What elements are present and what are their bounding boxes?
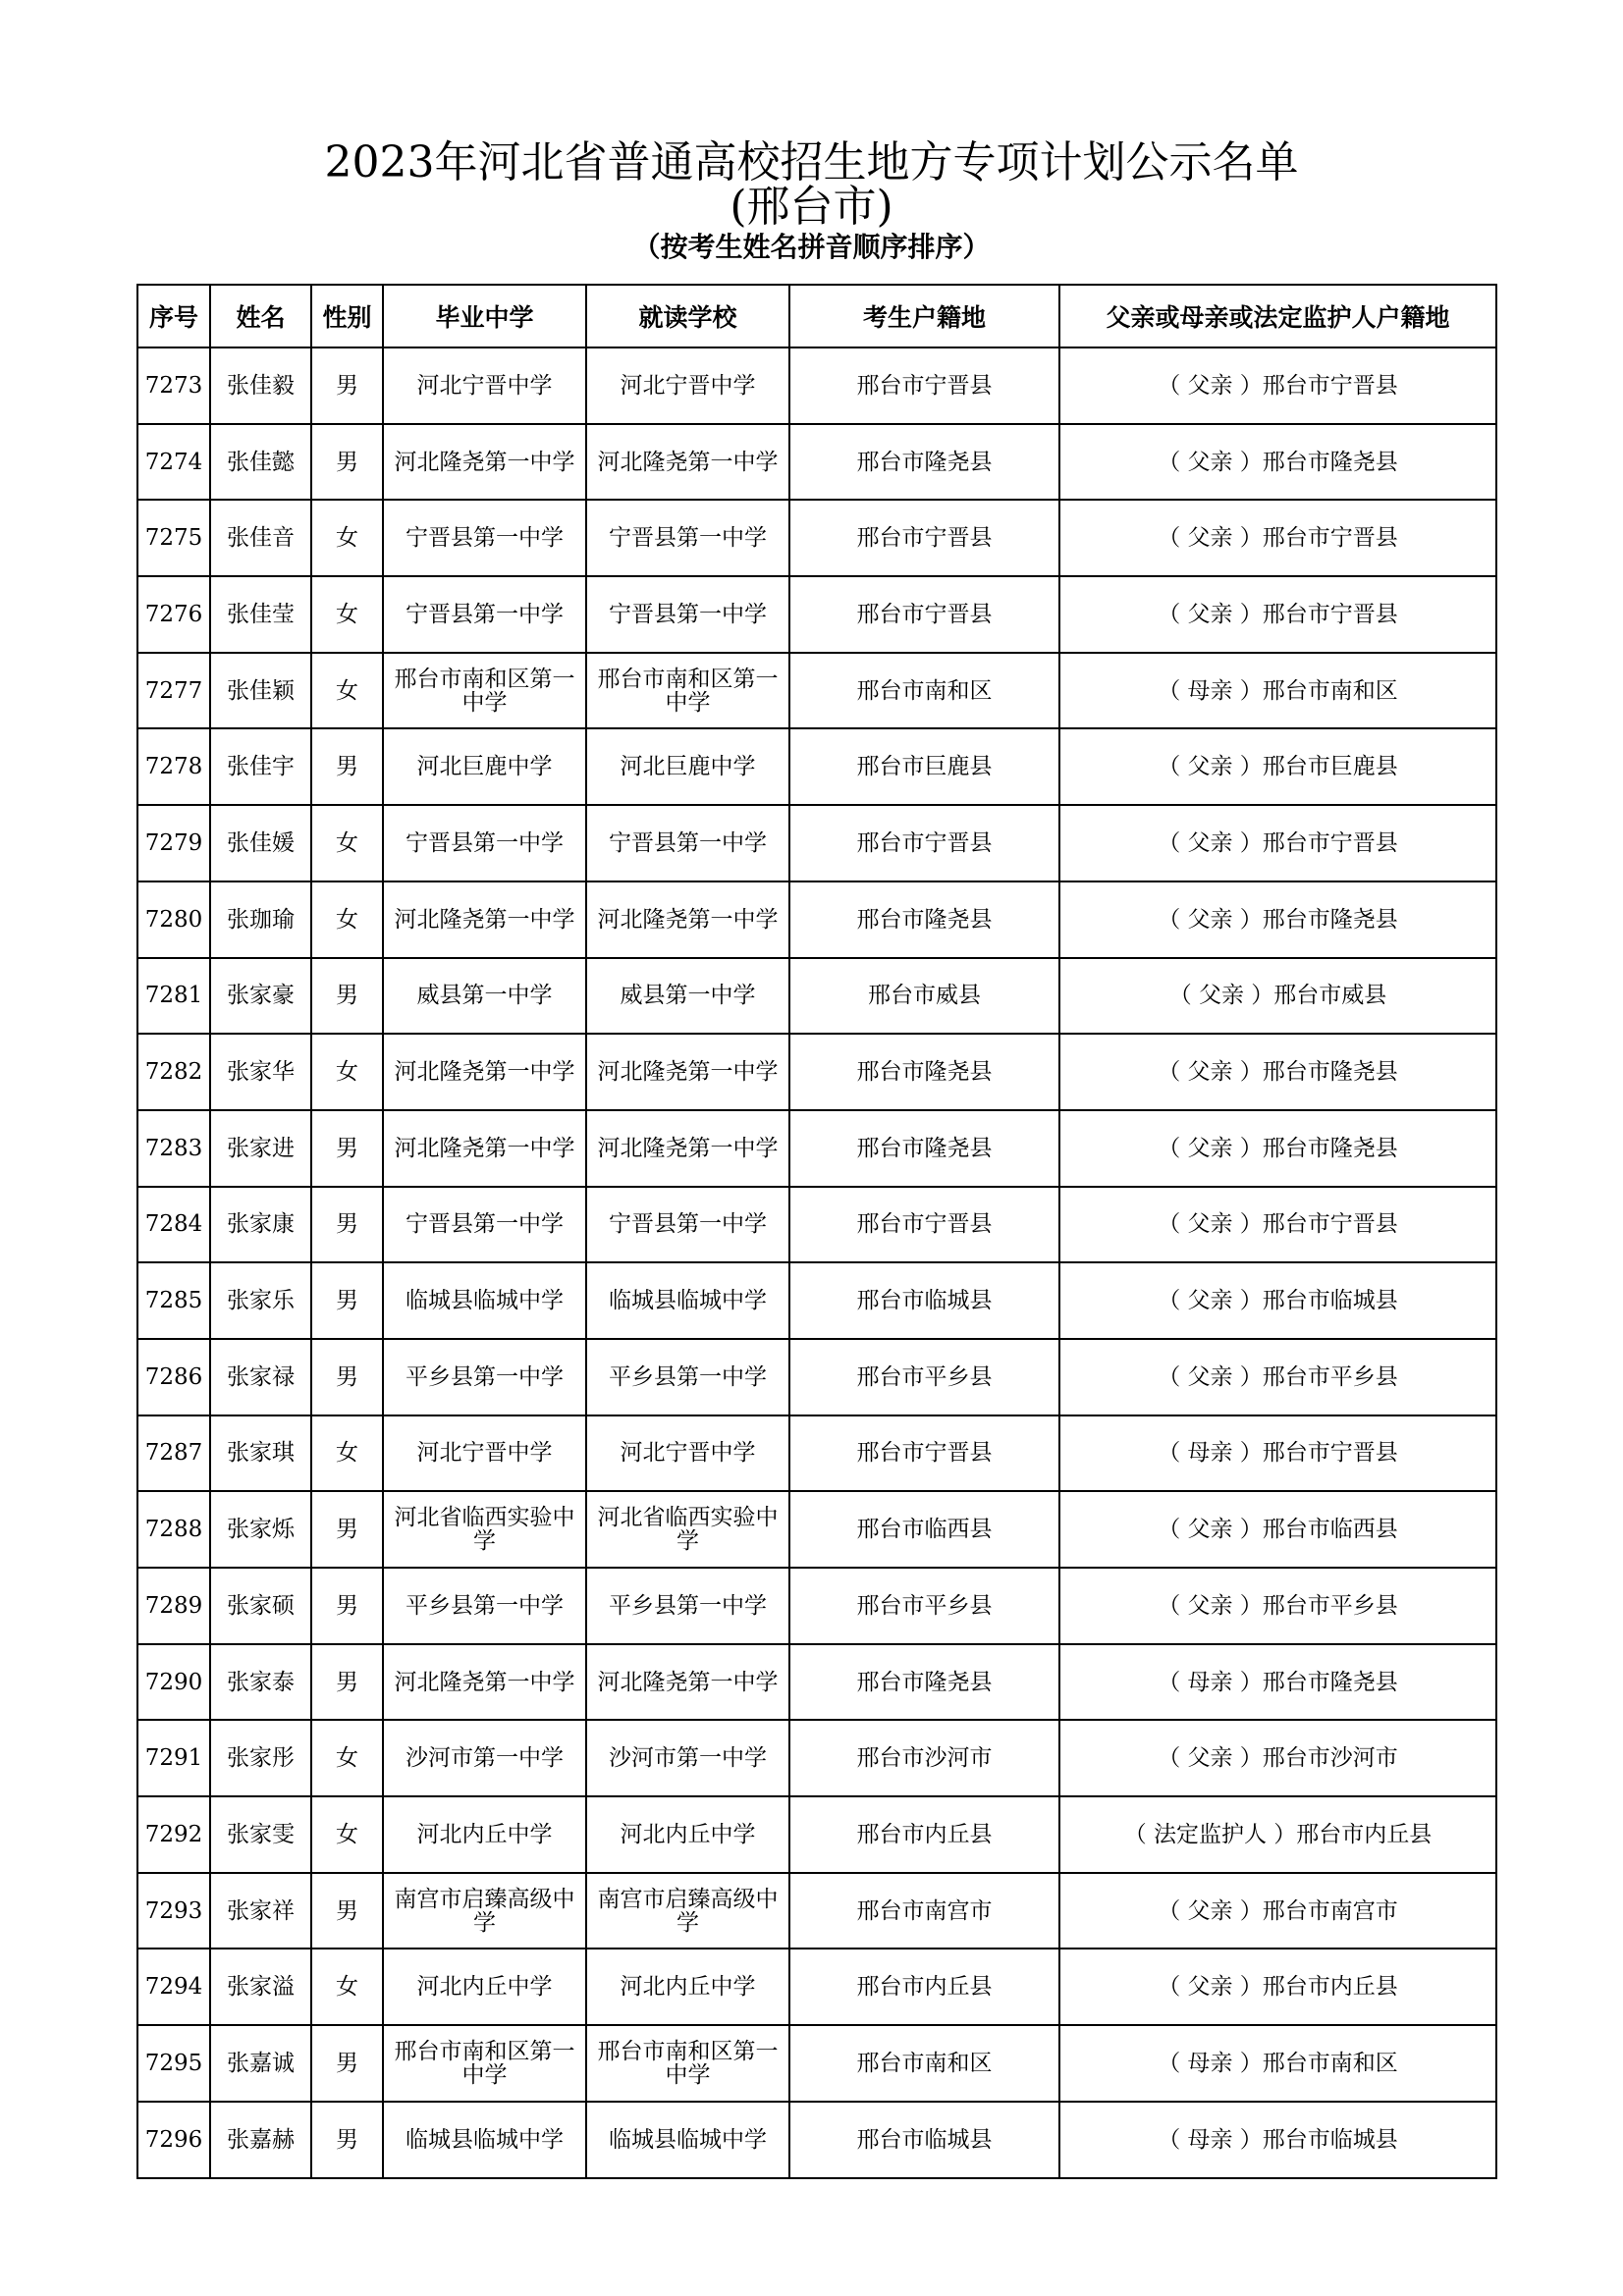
- cell-index: 7288: [137, 1491, 210, 1568]
- cell-name: 张家祥: [210, 1873, 311, 1949]
- cell-household-registration: 邢台市南和区: [789, 2025, 1059, 2102]
- table-row: [137, 1644, 1496, 1721]
- cell-household-registration: 邢台市隆尧县: [789, 424, 1059, 501]
- cell-graduation-school: 河北内丘中学: [383, 1796, 586, 1873]
- cell-index: 7296: [137, 2102, 210, 2178]
- cell-guardian-registration: （ 父亲 ）邢台市宁晋县: [1059, 347, 1496, 424]
- cell-index: 7279: [137, 805, 210, 881]
- cell-index: 7290: [137, 1644, 210, 1721]
- cell-graduation-school: 威县第一中学: [383, 958, 586, 1035]
- cell-index: 7285: [137, 1262, 210, 1339]
- table-row: [137, 1339, 1496, 1415]
- cell-current-school: 威县第一中学: [586, 958, 789, 1035]
- cell-index: 7293: [137, 1873, 210, 1949]
- cell-name: 张佳音: [210, 500, 311, 576]
- cell-current-school: 河北隆尧第一中学: [586, 881, 789, 958]
- cell-current-school: 南宫市启臻高级中学: [586, 1873, 789, 1949]
- cell-index: 7276: [137, 576, 210, 653]
- cell-guardian-registration: （ 父亲 ）邢台市南宫市: [1059, 1873, 1496, 1949]
- cell-household-registration: 邢台市宁晋县: [789, 500, 1059, 576]
- cell-current-school: 河北隆尧第一中学: [586, 1110, 789, 1187]
- cell-index: 7274: [137, 424, 210, 501]
- cell-guardian-registration: （ 父亲 ）邢台市宁晋县: [1059, 1187, 1496, 1263]
- cell-graduation-school: 宁晋县第一中学: [383, 1187, 586, 1263]
- cell-guardian-registration: （ 父亲 ）邢台市隆尧县: [1059, 1034, 1496, 1110]
- cell-current-school: 平乡县第一中学: [586, 1568, 789, 1644]
- cell-name: 张家溢: [210, 1949, 311, 2025]
- cell-current-school: 宁晋县第一中学: [586, 805, 789, 881]
- cell-graduation-school: 河北隆尧第一中学: [383, 1110, 586, 1187]
- cell-graduation-school: 宁晋县第一中学: [383, 805, 586, 881]
- cell-name: 张家禄: [210, 1339, 311, 1415]
- cell-current-school: 河北巨鹿中学: [586, 728, 789, 805]
- cell-index: 7281: [137, 958, 210, 1035]
- cell-gender: 男: [311, 1491, 383, 1568]
- cell-household-registration: 邢台市威县: [789, 958, 1059, 1035]
- cell-name: 张嘉赫: [210, 2102, 311, 2178]
- cell-graduation-school: 河北宁晋中学: [383, 1415, 586, 1492]
- cell-household-registration: 邢台市临西县: [789, 1491, 1059, 1568]
- document-title: 2023年河北省普通高校招生地方专项计划公示名单: [324, 137, 1299, 187]
- cell-name: 张家进: [210, 1110, 311, 1187]
- cell-index: 7282: [137, 1034, 210, 1110]
- cell-graduation-school: 宁晋县第一中学: [383, 576, 586, 653]
- cell-current-school: 临城县临城中学: [586, 2102, 789, 2178]
- cell-gender: 女: [311, 1034, 383, 1110]
- table-row: [137, 1568, 1496, 1644]
- cell-household-registration: 邢台市南宫市: [789, 1873, 1059, 1949]
- document-region: (邢台市): [730, 182, 893, 232]
- table-row: [137, 2102, 1496, 2178]
- cell-name: 张家乐: [210, 1262, 311, 1339]
- cell-gender: 女: [311, 576, 383, 653]
- cell-name: 张佳媛: [210, 805, 311, 881]
- cell-current-school: 宁晋县第一中学: [586, 500, 789, 576]
- cell-household-registration: 邢台市宁晋县: [789, 805, 1059, 881]
- cell-current-school: 河北宁晋中学: [586, 347, 789, 424]
- cell-guardian-registration: （ 父亲 ）邢台市隆尧县: [1059, 1110, 1496, 1187]
- cell-household-registration: 邢台市平乡县: [789, 1339, 1059, 1415]
- cell-gender: 男: [311, 728, 383, 805]
- cell-gender: 女: [311, 1949, 383, 2025]
- cell-guardian-registration: （ 父亲 ）邢台市临城县: [1059, 1262, 1496, 1339]
- header-index: 序号: [137, 285, 210, 347]
- cell-guardian-registration: （ 父亲 ）邢台市宁晋县: [1059, 500, 1496, 576]
- cell-current-school: 河北省临西实验中学: [586, 1491, 789, 1568]
- header-current-school: 就读学校: [586, 285, 789, 347]
- cell-index: 7284: [137, 1187, 210, 1263]
- cell-graduation-school: 沙河市第一中学: [383, 1720, 586, 1796]
- cell-guardian-registration: （ 父亲 ）邢台市平乡县: [1059, 1339, 1496, 1415]
- cell-household-registration: 邢台市隆尧县: [789, 1644, 1059, 1721]
- cell-gender: 男: [311, 347, 383, 424]
- header-gender: 性别: [311, 285, 383, 347]
- cell-name: 张家康: [210, 1187, 311, 1263]
- cell-index: 7278: [137, 728, 210, 805]
- cell-name: 张佳毅: [210, 347, 311, 424]
- cell-gender: 女: [311, 653, 383, 729]
- cell-name: 张家硕: [210, 1568, 311, 1644]
- table-row: [137, 1949, 1496, 2025]
- cell-graduation-school: 临城县临城中学: [383, 1262, 586, 1339]
- cell-guardian-registration: （ 父亲 ）邢台市沙河市: [1059, 1720, 1496, 1796]
- cell-guardian-registration: （ 父亲 ）邢台市临西县: [1059, 1491, 1496, 1568]
- cell-index: 7283: [137, 1110, 210, 1187]
- cell-current-school: 宁晋县第一中学: [586, 1187, 789, 1263]
- cell-index: 7291: [137, 1720, 210, 1796]
- cell-current-school: 邢台市南和区第一中学: [586, 653, 789, 729]
- cell-current-school: 临城县临城中学: [586, 1262, 789, 1339]
- cell-index: 7286: [137, 1339, 210, 1415]
- table-row: [137, 576, 1496, 653]
- cell-household-registration: 邢台市宁晋县: [789, 1415, 1059, 1492]
- cell-household-registration: 邢台市南和区: [789, 653, 1059, 729]
- cell-guardian-registration: （ 母亲 ）邢台市宁晋县: [1059, 1415, 1496, 1492]
- table-row: [137, 347, 1496, 424]
- cell-household-registration: 邢台市临城县: [789, 1262, 1059, 1339]
- table-row: [137, 500, 1496, 576]
- table-row: [137, 1873, 1496, 1949]
- cell-gender: 男: [311, 1568, 383, 1644]
- cell-household-registration: 邢台市宁晋县: [789, 347, 1059, 424]
- cell-name: 张家泰: [210, 1644, 311, 1721]
- cell-guardian-registration: （ 父亲 ）邢台市巨鹿县: [1059, 728, 1496, 805]
- table-row: [137, 1720, 1496, 1796]
- cell-current-school: 河北隆尧第一中学: [586, 424, 789, 501]
- cell-graduation-school: 宁晋县第一中学: [383, 500, 586, 576]
- table-row: [137, 728, 1496, 805]
- cell-guardian-registration: （ 法定监护人 ）邢台市内丘县: [1059, 1796, 1496, 1873]
- cell-household-registration: 邢台市巨鹿县: [789, 728, 1059, 805]
- cell-gender: 男: [311, 1262, 383, 1339]
- table-row: [137, 653, 1496, 729]
- table-row: [137, 424, 1496, 501]
- cell-gender: 男: [311, 1339, 383, 1415]
- cell-guardian-registration: （ 母亲 ）邢台市临城县: [1059, 2102, 1496, 2178]
- cell-index: 7294: [137, 1949, 210, 2025]
- cell-name: 张佳懿: [210, 424, 311, 501]
- table-body: [137, 347, 1496, 2178]
- cell-name: 张佳莹: [210, 576, 311, 653]
- cell-current-school: 宁晋县第一中学: [586, 576, 789, 653]
- cell-index: 7292: [137, 1796, 210, 1873]
- table-row: [137, 958, 1496, 1035]
- table-row: [137, 805, 1496, 881]
- cell-gender: 女: [311, 1720, 383, 1796]
- table-row: [137, 2025, 1496, 2102]
- cell-current-school: 河北隆尧第一中学: [586, 1644, 789, 1721]
- cell-household-registration: 邢台市宁晋县: [789, 576, 1059, 653]
- table-row: [137, 1187, 1496, 1263]
- cell-name: 张家豪: [210, 958, 311, 1035]
- cell-gender: 女: [311, 500, 383, 576]
- cell-index: 7275: [137, 500, 210, 576]
- cell-current-school: 河北隆尧第一中学: [586, 1034, 789, 1110]
- cell-current-school: 沙河市第一中学: [586, 1720, 789, 1796]
- table-row: [137, 1110, 1496, 1187]
- cell-gender: 男: [311, 1644, 383, 1721]
- cell-name: 张嘉诚: [210, 2025, 311, 2102]
- header-graduation-school: 毕业中学: [383, 285, 586, 347]
- roster-table: [136, 284, 1497, 2179]
- cell-guardian-registration: （ 母亲 ）邢台市南和区: [1059, 653, 1496, 729]
- cell-household-registration: 邢台市宁晋县: [789, 1187, 1059, 1263]
- table-row: [137, 881, 1496, 958]
- cell-name: 张家华: [210, 1034, 311, 1110]
- cell-index: 7273: [137, 347, 210, 424]
- cell-index: 7287: [137, 1415, 210, 1492]
- cell-current-school: 河北宁晋中学: [586, 1415, 789, 1492]
- cell-guardian-registration: （ 父亲 ）邢台市内丘县: [1059, 1949, 1496, 2025]
- cell-graduation-school: 平乡县第一中学: [383, 1339, 586, 1415]
- cell-graduation-school: 河北宁晋中学: [383, 347, 586, 424]
- cell-guardian-registration: （ 母亲 ）邢台市隆尧县: [1059, 1644, 1496, 1721]
- cell-graduation-school: 邢台市南和区第一中学: [383, 2025, 586, 2102]
- cell-guardian-registration: （ 父亲 ）邢台市隆尧县: [1059, 881, 1496, 958]
- cell-index: 7277: [137, 653, 210, 729]
- cell-household-registration: 邢台市沙河市: [789, 1720, 1059, 1796]
- table-row: [137, 1491, 1496, 1568]
- cell-household-registration: 邢台市临城县: [789, 2102, 1059, 2178]
- cell-gender: 男: [311, 958, 383, 1035]
- cell-current-school: 邢台市南和区第一中学: [586, 2025, 789, 2102]
- cell-name: 张家雯: [210, 1796, 311, 1873]
- table-header-row: [137, 285, 1496, 347]
- cell-guardian-registration: （ 父亲 ）邢台市宁晋县: [1059, 805, 1496, 881]
- cell-graduation-school: 河北内丘中学: [383, 1949, 586, 2025]
- table-row: [137, 1262, 1496, 1339]
- cell-graduation-school: 河北省临西实验中学: [383, 1491, 586, 1568]
- cell-gender: 男: [311, 1873, 383, 1949]
- cell-household-registration: 邢台市内丘县: [789, 1796, 1059, 1873]
- cell-index: 7295: [137, 2025, 210, 2102]
- cell-name: 张佳宇: [210, 728, 311, 805]
- table-row: [137, 1415, 1496, 1492]
- cell-household-registration: 邢台市平乡县: [789, 1568, 1059, 1644]
- cell-current-school: 河北内丘中学: [586, 1949, 789, 2025]
- table-row: [137, 1034, 1496, 1110]
- cell-household-registration: 邢台市隆尧县: [789, 1110, 1059, 1187]
- cell-gender: 女: [311, 1415, 383, 1492]
- cell-gender: 女: [311, 1796, 383, 1873]
- cell-graduation-school: 河北巨鹿中学: [383, 728, 586, 805]
- cell-gender: 男: [311, 2102, 383, 2178]
- header-household-registration: 考生户籍地: [789, 285, 1059, 347]
- cell-household-registration: 邢台市隆尧县: [789, 881, 1059, 958]
- cell-guardian-registration: （ 父亲 ）邢台市隆尧县: [1059, 424, 1496, 501]
- cell-gender: 男: [311, 424, 383, 501]
- cell-graduation-school: 邢台市南和区第一中学: [383, 653, 586, 729]
- table-row: [137, 1796, 1496, 1873]
- cell-gender: 男: [311, 1110, 383, 1187]
- cell-current-school: 河北内丘中学: [586, 1796, 789, 1873]
- cell-guardian-registration: （ 父亲 ）邢台市威县: [1059, 958, 1496, 1035]
- cell-graduation-school: 河北隆尧第一中学: [383, 1034, 586, 1110]
- header-guardian-registration: 父亲或母亲或法定监护人户籍地: [1059, 285, 1496, 347]
- cell-graduation-school: 临城县临城中学: [383, 2102, 586, 2178]
- cell-household-registration: 邢台市隆尧县: [789, 1034, 1059, 1110]
- cell-name: 张家彤: [210, 1720, 311, 1796]
- cell-guardian-registration: （ 父亲 ）邢台市平乡县: [1059, 1568, 1496, 1644]
- cell-graduation-school: 河北隆尧第一中学: [383, 424, 586, 501]
- cell-household-registration: 邢台市内丘县: [789, 1949, 1059, 2025]
- cell-gender: 女: [311, 881, 383, 958]
- cell-name: 张家琪: [210, 1415, 311, 1492]
- cell-gender: 男: [311, 1187, 383, 1263]
- cell-guardian-registration: （ 母亲 ）邢台市南和区: [1059, 2025, 1496, 2102]
- cell-index: 7289: [137, 1568, 210, 1644]
- cell-current-school: 平乡县第一中学: [586, 1339, 789, 1415]
- document-sort-note: （按考生姓名拼音顺序排序）: [632, 231, 991, 263]
- cell-name: 张佳颖: [210, 653, 311, 729]
- cell-graduation-school: 南宫市启臻高级中学: [383, 1873, 586, 1949]
- cell-graduation-school: 平乡县第一中学: [383, 1568, 586, 1644]
- header-name: 姓名: [210, 285, 311, 347]
- cell-graduation-school: 河北隆尧第一中学: [383, 1644, 586, 1721]
- cell-gender: 男: [311, 2025, 383, 2102]
- cell-gender: 女: [311, 805, 383, 881]
- cell-guardian-registration: （ 父亲 ）邢台市宁晋县: [1059, 576, 1496, 653]
- cell-name: 张珈瑜: [210, 881, 311, 958]
- cell-name: 张家烁: [210, 1491, 311, 1568]
- cell-index: 7280: [137, 881, 210, 958]
- cell-graduation-school: 河北隆尧第一中学: [383, 881, 586, 958]
